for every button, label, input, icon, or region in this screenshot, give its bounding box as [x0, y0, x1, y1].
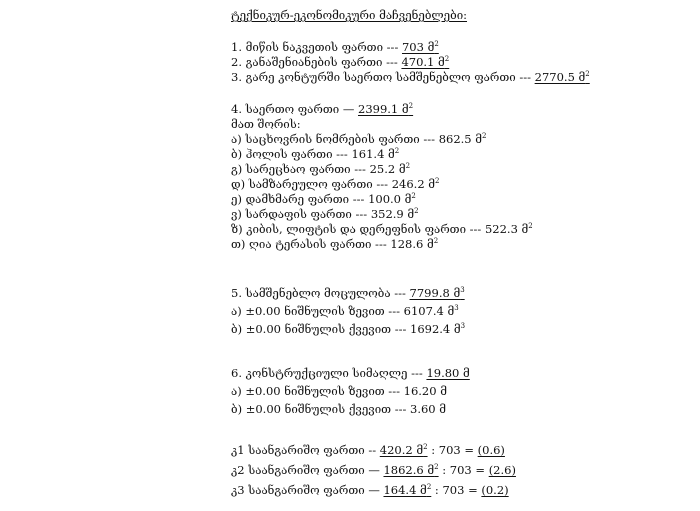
k1-ratio: (0.6): [477, 443, 505, 457]
construction-area-label: 3. გარე კონტურში საერთო სამშენებლო ფართი ---: [231, 70, 535, 84]
land-area-label: 1. მიწის ნაკვეთის ფართი ---: [231, 40, 402, 54]
land-area-line: [231, 40, 439, 54]
list-item: ე) დამხმარე ფართი --- 100.0 მ$^2$: [231, 192, 416, 206]
k3-divisor: : 703 =: [431, 483, 482, 497]
among-them-label: მათ შორის:: [231, 117, 301, 131]
k2-label: კ2 საანგარიშო ფართი —: [231, 463, 384, 477]
k3-label: კ3 საანგარიშო ფართი —: [231, 483, 384, 497]
k1-divisor: : 703 =: [427, 443, 478, 457]
volume-line: [231, 286, 465, 300]
volume-label: 5. სამშენებლო მოცულობა ---: [231, 286, 410, 300]
built-area-value: 470.1 მ$^2$: [401, 55, 450, 69]
document-title: ტექნიკურ-ეკონომიკური მაჩვენებლები:: [231, 8, 468, 22]
list-item: ვ) სარდაფის ფართი --- 352.9 მ$^2$: [231, 207, 419, 221]
height-value: 19.80 მ: [426, 366, 470, 380]
height-line: [231, 366, 470, 380]
list-item: ბ) ჰოლის ფართი --- 161.4 მ$^2$: [231, 147, 400, 161]
list-item: ა) ±0.00 ნიშნულის ზევით --- 6107.4 მ$^3$: [231, 304, 459, 318]
k2-value: 1862.6 მ$^2$: [383, 463, 439, 477]
list-item: ბ) ±0.00 ნიშნულის ქვევით --- 3.60 მ: [231, 402, 447, 416]
list-item: ა) საცხოვრის ნომრების ფართი --- 862.5 მ$^2$: [231, 132, 487, 146]
construction-area-line: [231, 70, 590, 84]
coefficient-k2-line: [231, 463, 516, 477]
total-area-label: 4. საერთო ფართი —: [231, 102, 358, 116]
construction-area-value: 2770.5 მ$^2$: [534, 70, 590, 84]
list-item: დ) სამზარეულო ფართი --- 246.2 მ$^2$: [231, 177, 440, 191]
list-item: ა) ±0.00 ნიშნულის ზევით --- 16.20 მ: [231, 384, 447, 398]
total-area-value: 2399.1 მ$^2$: [358, 102, 414, 116]
height-label: 6. კონსტრუქციული სიმაღლე ---: [231, 366, 427, 380]
coefficient-k1-line: [231, 443, 505, 457]
list-item: ბ) ±0.00 ნიშნულის ქვევით --- 1692.4 მ$^3$: [231, 322, 466, 336]
k3-ratio: (0.2): [481, 483, 509, 497]
k2-divisor: : 703 =: [438, 463, 489, 477]
built-area-label: 2. განაშენიანების ფართი ---: [231, 55, 402, 69]
land-area-value: 703 მ$^2$: [401, 40, 439, 54]
list-item: გ) სარეცხაო ფართი --- 25.2 მ$^2$: [231, 162, 411, 176]
list-item: ზ) კიბის, ლიფტის და დერეფნის ფართი --- 522.3 მ$^2$: [231, 222, 533, 236]
k3-value: 164.4 მ$^2$: [383, 483, 432, 497]
k1-label: კ1 საანგარიშო ფართი --: [231, 443, 380, 457]
k1-value: 420.2 მ$^2$: [379, 443, 428, 457]
total-area-line: [231, 102, 413, 116]
built-area-line: [231, 55, 449, 69]
coefficient-k3-line: [231, 483, 509, 497]
list-item: თ) ღია ტერასის ფართი --- 128.6 მ$^2$: [231, 237, 439, 251]
volume-value: 7799.8 მ$^3$: [409, 286, 465, 300]
k2-ratio: (2.6): [488, 463, 516, 477]
